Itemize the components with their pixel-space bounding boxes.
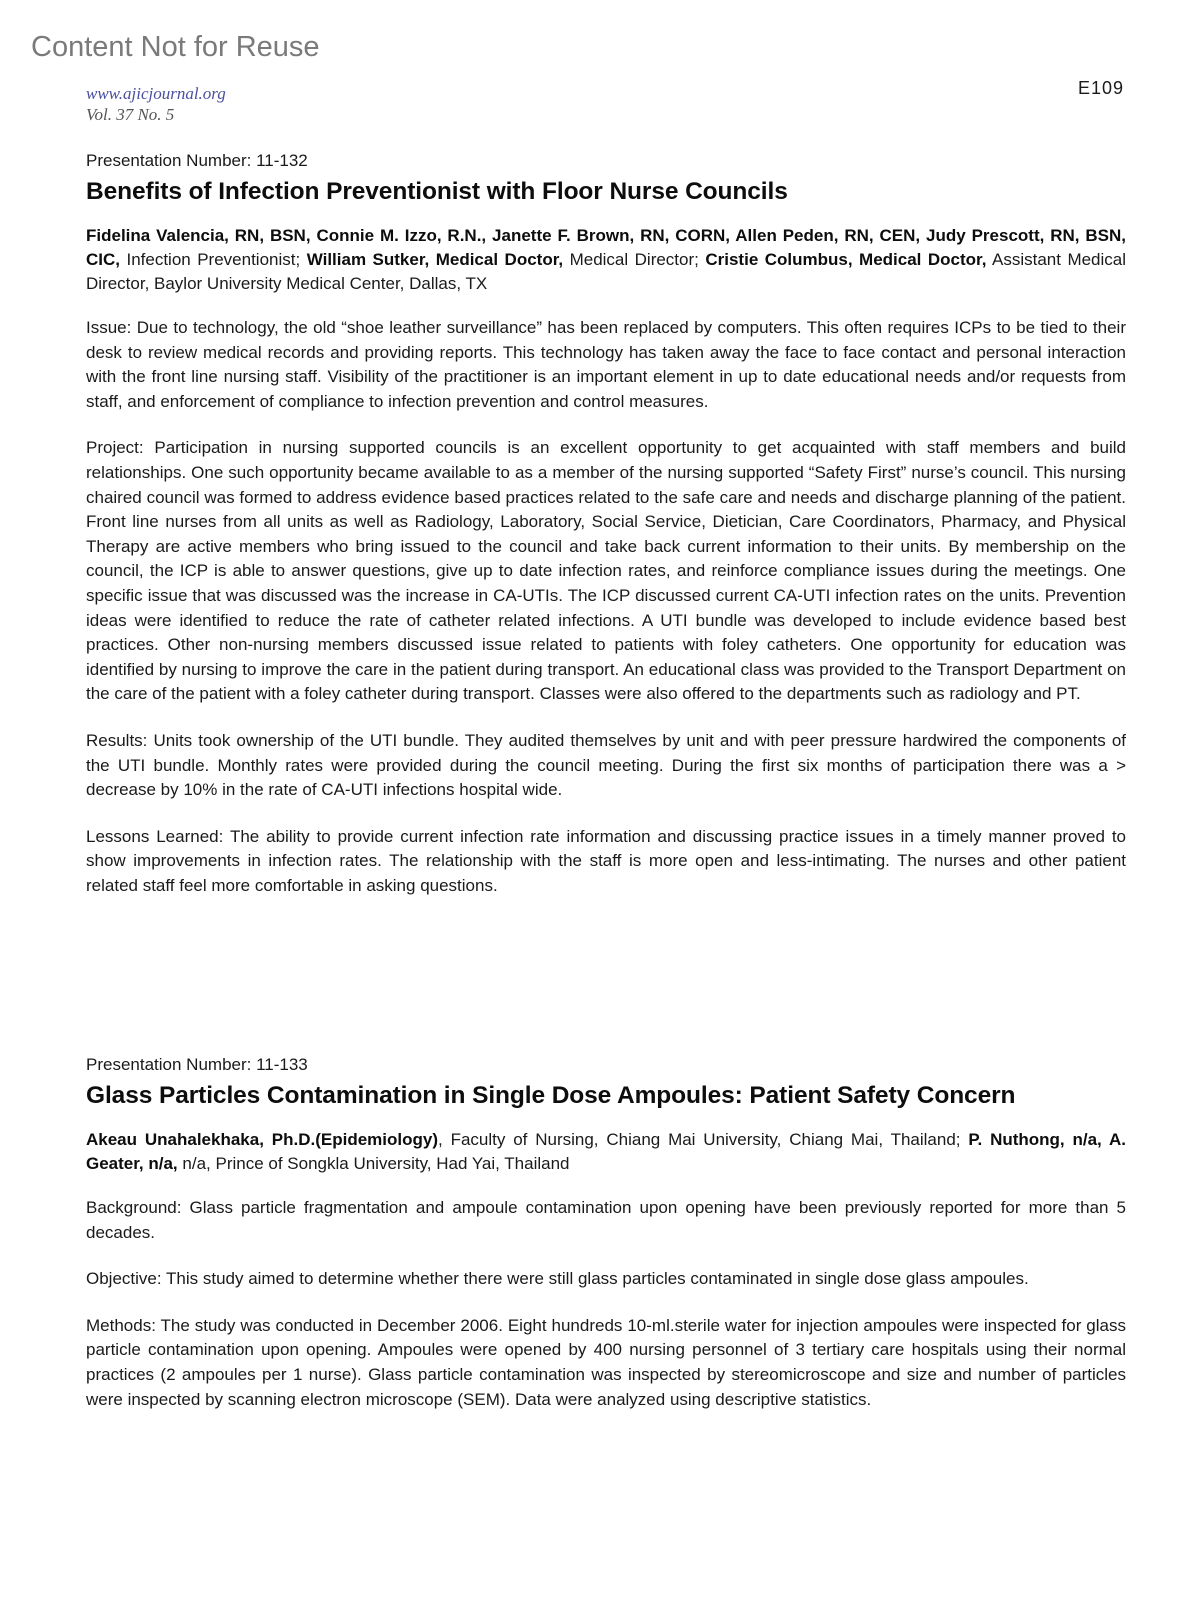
watermark: Content Not for Reuse	[31, 31, 320, 63]
background-paragraph: Background: Glass particle fragmentation and ampoule contamination upon opening have been previously reported for more than 5 decades.	[86, 1198, 1126, 1242]
issue-paragraph: Issue: Due to technology, the old “shoe leather surveillance” has been replaced by computers. This often requires ICPs to be tied to their desk to review medical records and providing reports. This technology has taken away the face to face contact and personal interaction with the front line nursing staff. Visibility of the practitioner is an important element in up to date educational needs and/or requests from staff, and enforcement of compliance to infection prevention and control measures.	[86, 318, 1126, 411]
author-affiliation: Infection Preventionist;	[120, 250, 307, 269]
author-names: Fidelina Valencia, RN, BSN, Connie M. Izzo, R.N., Janette F. Brown, RN, CORN, Allen Peden, RN, CEN, Judy Prescott, RN, BSN, CIC,	[86, 226, 1126, 269]
author-affiliation: n/a, Prince of Songkla University, Had Yai, Thailand	[177, 1154, 570, 1173]
abstract-title: Benefits of Infection Preventionist with Floor Nurse Councils	[86, 178, 788, 205]
objective-paragraph: Objective: This study aimed to determine whether there were still glass particles contaminated in single dose glass ampoules.	[86, 1269, 1029, 1289]
author-names: Cristie Columbus, Medical Doctor,	[705, 250, 987, 269]
page-number: E109	[1077, 78, 1124, 98]
lessons-learned-paragraph: Lessons Learned: The ability to provide current infection rate information and discussing practice issues in a timely manner proved to show improvements in infection rates. The relationship with the staff is more open and less-intimating. The nurses and other patient related staff feel more comfortable in asking questions.	[86, 826, 1126, 895]
results-paragraph: Results: Units took ownership of the UTI bundle. They audited themselves by unit and with peer pressure hardwired the components of the UTI bundle. Monthly rates were provided during the council meeting. During the first six months of participation there was a > decrease by 10% in the rate of CA-UTI infections hospital wide.	[86, 730, 1126, 800]
journal-url-link[interactable]: www.ajicjournal.org	[86, 84, 226, 103]
abstract-11-133	[86, 1054, 1126, 1434]
author-affiliation: Medical Director;	[563, 250, 706, 269]
presentation-number: Presentation Number: 11-132	[86, 151, 308, 170]
journal-volume: Vol. 37 No. 5	[86, 105, 175, 124]
author-affiliation: , Faculty of Nursing, Chiang Mai University, Chiang Mai, Thailand;	[438, 1130, 969, 1149]
author-names: P. Nuthong, n/a, A. Geater, n/a,	[86, 1130, 1126, 1173]
abstract-11-132	[86, 150, 1126, 920]
author-list	[86, 1128, 1126, 1176]
author-affiliation: Assistant Medical Director, Baylor University Medical Center, Dallas, TX	[86, 250, 1127, 293]
author-names: Akeau Unahalekhaka, Ph.D.(Epidemiology)	[86, 1130, 438, 1149]
journal-header	[86, 83, 226, 125]
presentation-number: Presentation Number: 11-133	[86, 1055, 308, 1074]
author-list	[86, 224, 1126, 296]
project-paragraph: Project: Participation in nursing supported councils is an excellent opportunity to get acquainted with staff members and build relationships. One such opportunity became available to as a member of the nursing supported “Safety First” nurse’s council. This nursing chaired council was formed to address evidence based practices related to the safe care and needs and discharge planning of the patient. Front line nurses from all units as well as Radiology, Laboratory, Social Service, Dietician, Care Coordinators, Pharmacy, and Physical Therapy are active members who bring issued to the council and take back current information to their units. By membership on the council, the ICP is able to answer questions, give up to date infection rates, and reinforce compliance issues during the meetings. One specific issue that was discussed was the increase in CA-UTIs. The ICP discussed current CA-UTI infection rates on the units. Prevention ideas were identified to reduce the rate of catheter related infections. A UTI bundle was developed to include evidence based best practices. Other non-nursing members discussed issue related to patients with foley catheters. One opportunity for education was identified by nursing to improve the care in the patient during transport. An educational class was provided to the Transport Department on the care of the patient with a foley catheter during transport. Classes were also offered to the departments such as radiology and PT.	[86, 438, 1126, 704]
author-names: William Sutker, Medical Doctor,	[306, 250, 564, 269]
abstract-title: Glass Particles Contamination in Single Dose Ampoules: Patient Safety Concern	[86, 1082, 1016, 1109]
methods-paragraph: Methods: The study was conducted in December 2006. Eight hundreds 10-ml.sterile water for injection ampoules were inspected for glass particle contamination upon opening. Ampoules were opened by 400 nursing personnel of 3 tertiary care hospitals using their normal practices (2 ampoules per 1 nurse). Glass particle contamination was inspected by stereomicroscope and size and number of particles were inspected by scanning electron microscope (SEM). Data were analyzed using descriptive statistics.	[86, 1315, 1126, 1409]
